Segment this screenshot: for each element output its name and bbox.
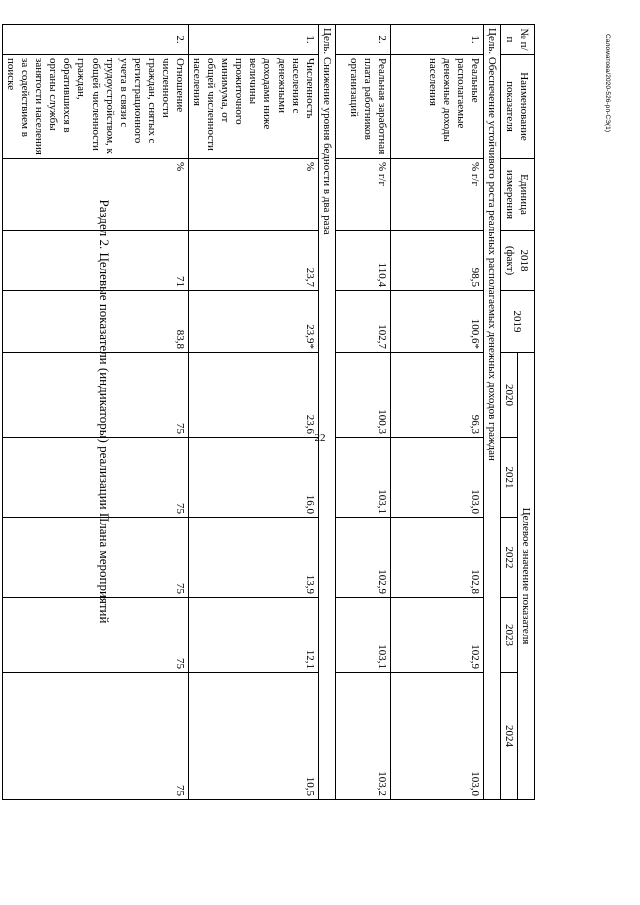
value-2020: 75 xyxy=(2,353,188,438)
goal-row xyxy=(483,25,500,800)
header-2024: 2024 xyxy=(500,673,517,800)
value-2021: 75 xyxy=(2,438,188,518)
value-2023: 75 xyxy=(2,598,188,673)
header-row-1 xyxy=(517,25,534,800)
value-2022: 75 xyxy=(2,518,188,598)
unit-cell: % xyxy=(2,159,188,231)
header-name: Наименование показателя xyxy=(500,55,534,159)
value-2022: 102,8 xyxy=(390,518,483,598)
header-unit: Единица измерения xyxy=(500,159,534,231)
header-2019: 2019 xyxy=(500,291,534,353)
page-number: 22 xyxy=(314,432,326,444)
value-2021: 103,0 xyxy=(390,438,483,518)
header-2020: 2020 xyxy=(500,353,517,438)
header-no: № п/п xyxy=(500,25,534,55)
value-2018: 23,7 xyxy=(188,231,318,291)
document-code: Саломатова/2020-526-рп-СЭ(1) xyxy=(604,34,611,133)
indicator-name: Реальные располагаемые денежные доходы населения xyxy=(390,55,483,159)
table-row xyxy=(335,25,390,800)
value-2023: 102,9 xyxy=(390,598,483,673)
value-2022: 13,9 xyxy=(188,518,318,598)
indicator-name: Отношение численности граждан, снятых с регистрационного учета в связи с трудоустройством, к общей численности граждан, обратившихся в органы службы занятости населения за содействием в поиске xyxy=(2,55,188,159)
table-row xyxy=(188,25,318,800)
value-2018: 71 xyxy=(2,231,188,291)
value-2023: 103,1 xyxy=(335,598,390,673)
value-2022: 102,9 xyxy=(335,518,390,598)
indicators-table xyxy=(2,24,535,800)
value-2019: 102,7 xyxy=(335,291,390,353)
row-number: 2. xyxy=(335,25,390,55)
goal-text: Цель. Снижение уровня бедности в два раза xyxy=(318,25,335,800)
row-number: 2. xyxy=(2,25,188,55)
header-2018: 2018 (факт) xyxy=(500,231,534,291)
value-2019: 23,9* xyxy=(188,291,318,353)
goal-text: Цель. Обеспечение устойчивого роста реальных располагаемых денежных доходов граждан xyxy=(483,25,500,800)
value-2024: 103,0 xyxy=(390,673,483,800)
header-2022: 2022 xyxy=(500,518,517,598)
indicator-name: Реальная заработная плата работников организаций xyxy=(335,55,390,159)
value-2024: 10,5 xyxy=(188,673,318,800)
indicator-name: Численность населения с денежными доходами ниже величины прожиточного минимума, от общей численности населения xyxy=(188,55,318,159)
header-2023: 2023 xyxy=(500,598,517,673)
value-2021: 103,1 xyxy=(335,438,390,518)
unit-cell: % xyxy=(188,159,318,231)
header-2021: 2021 xyxy=(500,438,517,518)
landscape-sheet xyxy=(5,24,611,799)
goal-row xyxy=(318,25,335,800)
value-2024: 75 xyxy=(2,673,188,800)
value-2021: 16,0 xyxy=(188,438,318,518)
value-2020: 96,3 xyxy=(390,353,483,438)
unit-cell: % г/г xyxy=(335,159,390,231)
value-2023: 12,1 xyxy=(188,598,318,673)
row-number: 1. xyxy=(188,25,318,55)
value-2019: 83,8 xyxy=(2,291,188,353)
value-2018: 98,5 xyxy=(390,231,483,291)
value-2018: 110,4 xyxy=(335,231,390,291)
header-target-group: Целевое значение показателя xyxy=(517,353,534,800)
value-2024: 103,2 xyxy=(335,673,390,800)
value-2020: 23,6 xyxy=(188,353,318,438)
row-number: 1. xyxy=(390,25,483,55)
unit-cell: % г/г xyxy=(390,159,483,231)
value-2020: 100,3 xyxy=(335,353,390,438)
value-2019: 100,6* xyxy=(390,291,483,353)
section-title: Раздел 2. Целевые показатели (индикаторы) реализации Плана мероприятий xyxy=(97,199,112,624)
table-row xyxy=(390,25,483,800)
